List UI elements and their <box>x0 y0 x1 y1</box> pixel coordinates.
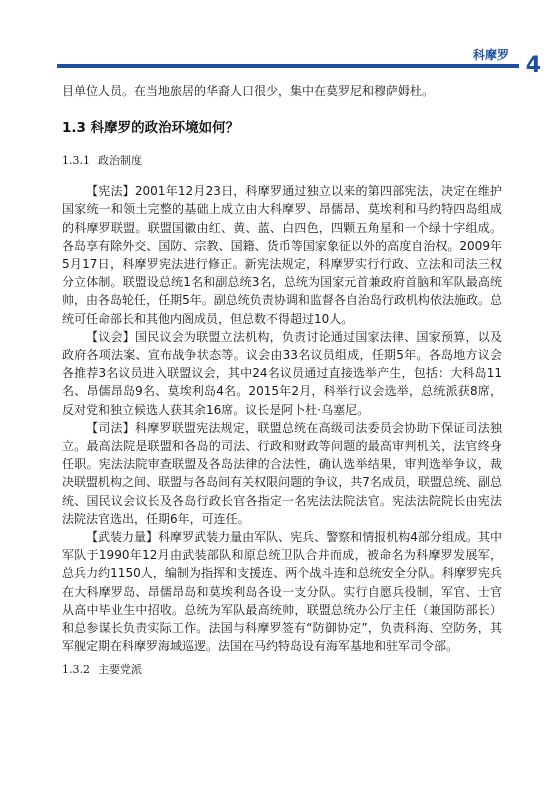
paragraph-constitution <box>62 182 502 328</box>
subsection-number: 1.3.2 <box>62 663 90 677</box>
page-body <box>62 82 502 691</box>
paragraph-label: 【武装力量】 <box>86 530 159 545</box>
subsection-title: 政治制度 <box>98 154 142 168</box>
section-heading: 1.3 科摩罗的政治环境如何？ <box>62 120 240 137</box>
intro-paragraph: 目单位人员。在当地旅居的华裔人口很少，集中在莫罗尼和穆萨姆杜。 <box>62 84 435 98</box>
page-header <box>0 0 559 80</box>
paragraph-judiciary <box>62 419 502 528</box>
header-title: 科摩罗 <box>472 48 509 62</box>
paragraph-text: 2001年12月23日，科摩罗通过独立以来的第四部宪法，决定在维护国家统一和领土完整的基础上成立由大科摩罗、昂儒昂、莫埃利和马约特四岛组成的科摩罗联盟。联盟国徽由红、黄、蓝、白四色，四颗五角星和一个绿十字组成。各岛享有除外交、国防、宗教、国籍、货币等国家象征以外的高度自治权。2009年5月17日，科摩罗宪法进行修正。新宪法规定，科摩罗实行行政、立法和司法三权分立体制。联盟设总统1名和副总统3名，总统为国家元首兼政府首脑和军队最高统帅，由各岛轮任，任期5年。副总统负责协调和监督各自治岛行政机构依法施政。总统可任命部长和其他内阁成员，但总数不得超过10人。 <box>62 184 502 326</box>
paragraph-parliament <box>62 328 502 419</box>
subsection-heading-political-system <box>62 152 502 168</box>
paragraph-label: 【议会】 <box>86 329 135 344</box>
paragraph-text: 国民议会为联盟立法机构，负责讨论通过国家法律、国家预算，以及政府各项法案、宣布战争状态等。议会由33名议员组成，任期5年。各岛地方议会各推荐3名议员进入联盟议会，其中24名议员通过直接选举产生，包括：大科岛11名、昂儒昂岛9名、莫埃利岛4名。2015年2月，科举行议会选举，总统派获8席，反对党和独立候选人获其余16席。议长是阿卜杜·乌塞尼。 <box>62 329 502 417</box>
paragraph-text: 科摩罗武装力量由军队、宪兵、警察和情报机构4部分组成。其中军队于1990年12月由武装部队和原总统卫队合并而成，被命名为科摩罗发展军，总兵力约1150人，编制为指挥和支援连、两个战斗连和总统安全分队。科摩罗宪兵在大科摩罗岛、昂儒昂岛和莫埃利岛各设一支分队。实行自愿兵役制，军官、士官从高中毕业生中招收。总统为军队最高统帅，联盟总统办公厅主任（兼国防部长）和总参谋长负责实际工作。法国与科摩罗签有“防御协定”，负责科海、空防务，其军舰定期在科摩罗海域巡逻。法国在马约特岛设有海军基地和驻军司令部。 <box>62 530 502 654</box>
paragraph-label: 【宪法】 <box>86 184 135 199</box>
paragraph-label: 【司法】 <box>86 420 135 435</box>
subsection-number: 1.3.1 <box>62 154 90 168</box>
subsection-title: 主要党派 <box>98 663 142 677</box>
page-number: 4 <box>525 53 541 78</box>
paragraph-text: 科摩罗联盟宪法规定，联盟总统在高级司法委员会协助下保证司法独立。最高法院是联盟和各岛的司法、行政和财政等问题的最高审判机关，法官终身任职。宪法法院审查联盟及各岛法律的合法性，确认选举结果，审判选举争议，裁决联盟机构之间、联盟与各岛间有关权限问题的争议，共7名成员，联盟总统、副总统、国民议会议长及各岛行政长官各指定一名宪法法院法官。宪法法院院长由宪法法院法官选出，任期6年，可连任。 <box>62 420 502 526</box>
paragraph-armed-forces <box>62 528 502 655</box>
header-rule <box>57 64 519 68</box>
subsection-heading-main-parties <box>62 661 502 677</box>
